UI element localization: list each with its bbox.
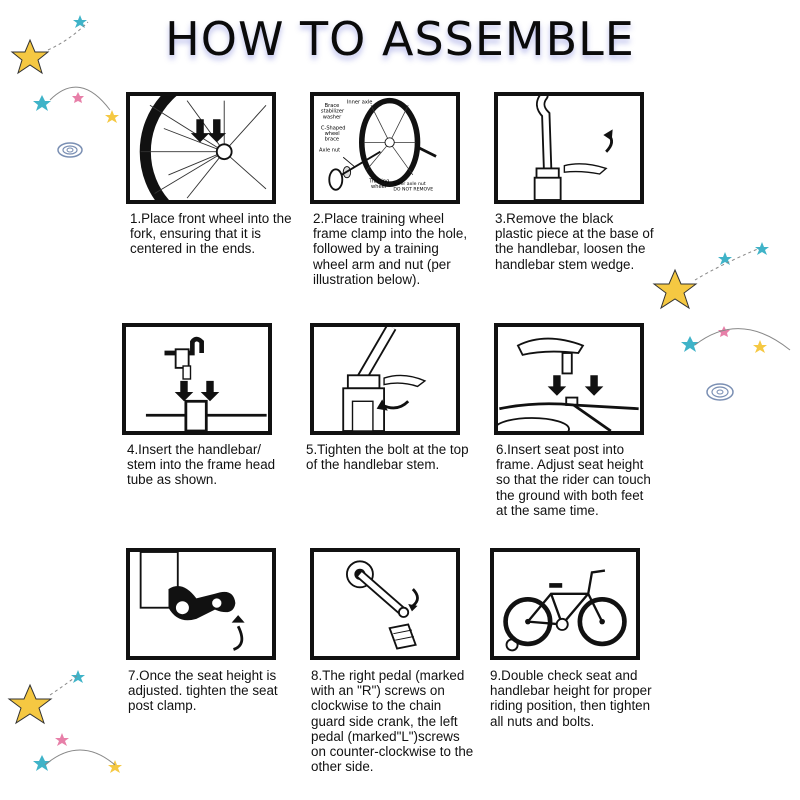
star-icon <box>108 760 122 773</box>
step-9-caption: 9.Double check seat and handlebar height for proper riding position, then tighten all nuts and bolts. <box>490 668 652 729</box>
label-brace: Brace <box>324 103 340 110</box>
step-5-illustration <box>310 323 460 435</box>
seat-post-icon <box>498 327 640 431</box>
step-1-illustration <box>126 92 276 204</box>
star-icon <box>33 755 51 771</box>
star-decoration-top-left <box>0 10 130 170</box>
step-3-caption: 3.Remove the black plastic piece at the base of the handlebar, loosen the handlebar stem wedge. <box>495 211 654 272</box>
step-7-caption: 7.Once the seat height is adjusted. tighten the seat post clamp. <box>128 668 278 714</box>
label-inner-axle-nut: Inner axle nut <box>393 182 426 188</box>
seat-clamp-icon <box>130 552 272 656</box>
step-4-caption: 4.Insert the handlebar/ stem into the frame head tube as shown. <box>127 442 276 488</box>
handlebar-stem-icon <box>498 96 640 200</box>
star-icon <box>755 242 769 255</box>
pedal-crank-icon <box>314 552 456 656</box>
star-icon <box>654 270 696 308</box>
step-6-caption: 6.Insert seat post into frame. Adjust seat height so that the rider can touch the ground with both feet at the same time. <box>496 442 651 518</box>
label-training: Training <box>369 178 390 185</box>
label-axle-nut: Axle nut <box>319 147 341 154</box>
star-decoration-right <box>650 240 800 420</box>
head-tube-icon <box>126 327 268 431</box>
front-wheel-icon <box>130 96 272 200</box>
star-icon <box>9 685 51 723</box>
label-wheel: wheel <box>324 131 340 137</box>
star-icon <box>753 340 767 353</box>
swirl-icon <box>58 143 82 157</box>
step-1-caption: 1.Place front wheel into the fork, ensuring that it is centered in the ends. <box>130 211 292 257</box>
label-c-shaped: C-Shaped <box>320 125 346 132</box>
star-icon <box>55 733 69 746</box>
label-wheel-2: wheel <box>371 183 387 190</box>
star-icon <box>73 15 87 28</box>
training-wheel-icon <box>314 96 456 200</box>
step-9-illustration <box>490 548 640 660</box>
step-8-caption: 8.The right pedal (marked with an "R") screws on clockwise to the chain guard side crank, the left pedal (marked"L")screws on counter-clockwise to the other side. <box>311 668 474 775</box>
label-do-not-remove: DO NOT REMOVE <box>393 187 434 193</box>
star-icon <box>105 110 119 123</box>
label-brace-2: brace <box>324 136 340 143</box>
star-icon <box>33 95 51 111</box>
star-icon <box>72 92 84 103</box>
step-2-caption: 2.Place training wheel frame clamp into the hole, followed by a training wheel arm and nut (per illustration below). <box>313 211 468 287</box>
step-2-illustration <box>310 92 460 204</box>
step-8-illustration <box>310 548 460 660</box>
star-icon <box>71 670 85 683</box>
label-stabilizer: stabilizer <box>320 108 345 115</box>
step-4-illustration <box>122 323 272 435</box>
step-5-caption: 5.Tighten the bolt at the top of the handlebar stem. <box>306 442 469 473</box>
label-washer: washer <box>322 114 342 121</box>
star-decoration-bottom-left <box>0 655 130 795</box>
label-inner-axle: Inner axle <box>346 99 373 106</box>
bicycle-icon <box>494 552 636 656</box>
page-title: HOW TO ASSEMBLE <box>165 12 635 66</box>
star-icon <box>718 252 732 265</box>
step-3-illustration <box>494 92 644 204</box>
star-icon <box>12 40 48 73</box>
step-7-illustration <box>126 548 276 660</box>
step-6-illustration <box>494 323 644 435</box>
stem-bolt-icon <box>314 327 456 431</box>
